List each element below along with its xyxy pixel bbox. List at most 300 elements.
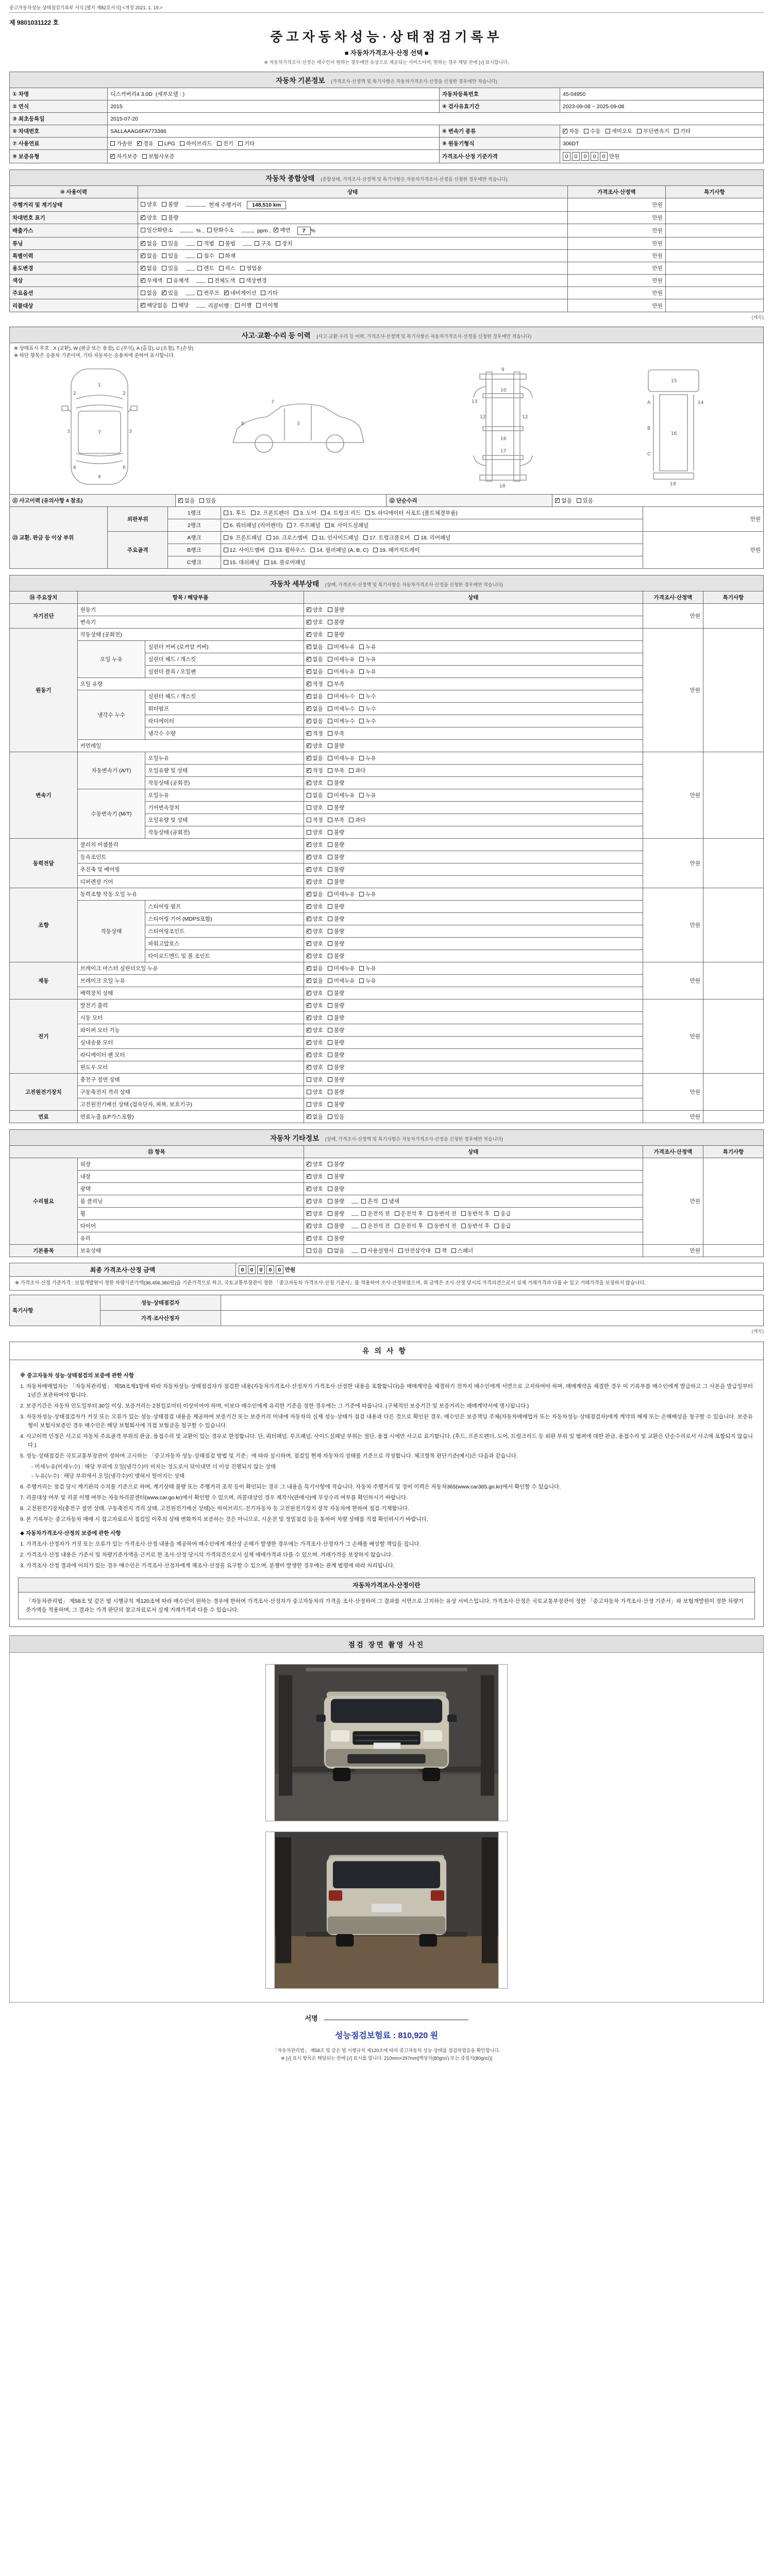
checkbox-box[interactable]: [328, 879, 332, 884]
checkbox-무채색[interactable]: [141, 277, 162, 284]
checkbox-색상변경[interactable]: [240, 277, 267, 284]
checkbox-box[interactable]: [328, 694, 332, 699]
checkbox-양호[interactable]: [307, 606, 323, 614]
checkbox-7. 루프패널[interactable]: [287, 521, 320, 529]
checkbox-box[interactable]: [365, 511, 370, 515]
checkbox-양호[interactable]: [307, 1197, 323, 1205]
blank-field[interactable]: [351, 1223, 359, 1228]
blank-field[interactable]: [351, 1211, 359, 1216]
checkbox-box[interactable]: [142, 154, 147, 159]
checkbox-양호[interactable]: [307, 952, 323, 960]
checkbox-box[interactable]: [251, 511, 256, 515]
checkbox-box[interactable]: [328, 1028, 332, 1032]
checkbox-box[interactable]: [307, 1187, 311, 1191]
checkbox-box[interactable]: [270, 548, 274, 552]
checkbox-수동[interactable]: [584, 127, 600, 135]
checkbox-box[interactable]: [197, 241, 202, 246]
checkbox-box[interactable]: [141, 202, 145, 207]
checkbox-box[interactable]: [359, 978, 364, 983]
blank-field[interactable]: [186, 290, 195, 295]
checkbox-불량[interactable]: [328, 1185, 344, 1193]
checkbox-box[interactable]: [141, 278, 145, 283]
checkbox-box[interactable]: [162, 241, 166, 246]
checkbox-불량[interactable]: [328, 952, 344, 960]
blank-field[interactable]: [351, 1198, 359, 1204]
checkbox-구조[interactable]: [255, 240, 271, 247]
checkbox-box[interactable]: [307, 1028, 311, 1032]
checkbox-box[interactable]: [219, 241, 224, 246]
checkbox-불량[interactable]: [328, 915, 344, 923]
checkbox-불량[interactable]: [328, 779, 344, 787]
checkbox-8. 사이드실패널[interactable]: [325, 521, 369, 529]
checkbox-양호[interactable]: [307, 1026, 323, 1034]
checkbox-양호[interactable]: [307, 631, 323, 638]
checkbox-box[interactable]: [307, 830, 311, 835]
checkbox-box[interactable]: [328, 768, 332, 773]
checkbox-box[interactable]: [294, 511, 298, 515]
blank-field[interactable]: [241, 227, 255, 232]
checkbox-box[interactable]: [328, 1114, 332, 1119]
checkbox-동반석 전[interactable]: [428, 1210, 457, 1217]
checkbox-box[interactable]: [328, 682, 332, 686]
checkbox-네비게이션[interactable]: [224, 289, 257, 297]
checkbox-box[interactable]: [310, 548, 315, 552]
checkbox-box[interactable]: [307, 954, 311, 958]
checkbox-box[interactable]: [307, 842, 311, 847]
checkbox-누수[interactable]: [359, 717, 376, 725]
checkbox-box[interactable]: [321, 511, 326, 515]
checkbox-누수[interactable]: [359, 705, 376, 713]
checkbox-9. 프론트패널[interactable]: [224, 534, 262, 541]
checkbox-과다[interactable]: [349, 767, 365, 774]
checkbox-동반석 후[interactable]: [461, 1222, 490, 1230]
checkbox-box[interactable]: [307, 855, 311, 859]
checkbox-box[interactable]: [266, 535, 271, 540]
checkbox-불량[interactable]: [328, 878, 344, 886]
checkbox-box[interactable]: [328, 991, 332, 995]
checkbox-누유[interactable]: [359, 668, 376, 675]
checkbox-box[interactable]: [255, 241, 259, 246]
checkbox-부족[interactable]: [328, 816, 344, 824]
checkbox-box[interactable]: [178, 498, 183, 503]
checkbox-미세누유[interactable]: [328, 791, 355, 799]
checkbox-box[interactable]: [307, 1102, 311, 1107]
checkbox-box[interactable]: [207, 228, 212, 232]
checkbox-운전석 전[interactable]: [361, 1222, 390, 1230]
checkbox-11. 인사이드패널[interactable]: [312, 534, 359, 541]
checkbox-자가보증[interactable]: [110, 152, 138, 160]
checkbox-box[interactable]: [328, 1102, 332, 1107]
checkbox-있음[interactable]: [162, 264, 178, 272]
checkbox-box[interactable]: [328, 1248, 332, 1253]
checkbox-불량[interactable]: [328, 631, 344, 638]
checkbox-과다[interactable]: [349, 816, 365, 824]
checkbox-미이행[interactable]: [256, 301, 278, 309]
checkbox-양호[interactable]: [307, 866, 323, 873]
checkbox-잭[interactable]: [435, 1247, 447, 1255]
checkbox-box[interactable]: [328, 1211, 332, 1216]
checkbox-양호[interactable]: [307, 915, 323, 923]
checkbox-불량[interactable]: [328, 1222, 344, 1230]
checkbox-box[interactable]: [307, 607, 311, 612]
checkbox-누유[interactable]: [359, 977, 376, 985]
checkbox-box[interactable]: [141, 266, 145, 270]
checkbox-box[interactable]: [328, 1199, 332, 1204]
checkbox-4. 트렁크 리드[interactable]: [321, 509, 361, 517]
checkbox-box[interactable]: [494, 1211, 499, 1216]
checkbox-양호[interactable]: [307, 1222, 323, 1230]
checkbox-box[interactable]: [307, 1211, 311, 1216]
checkbox-18. 리어패널[interactable]: [414, 534, 450, 541]
checkbox-box[interactable]: [307, 892, 311, 896]
checkbox-없음[interactable]: [178, 497, 195, 504]
checkbox-불량[interactable]: [328, 1002, 344, 1009]
checkbox-양호[interactable]: [307, 779, 323, 787]
checkbox-box[interactable]: [307, 781, 311, 785]
checkbox-box[interactable]: [328, 1065, 332, 1070]
checkbox-box[interactable]: [307, 1003, 311, 1008]
checkbox-있음[interactable]: [162, 252, 178, 260]
checkbox-box[interactable]: [328, 756, 332, 760]
checkbox-box[interactable]: [328, 818, 332, 822]
checkbox-box[interactable]: [307, 1224, 311, 1228]
checkbox-box[interactable]: [307, 768, 311, 773]
checkbox-box[interactable]: [328, 842, 332, 847]
checkbox-부족[interactable]: [328, 680, 344, 688]
checkbox-box[interactable]: [307, 1065, 311, 1070]
checkbox-양호[interactable]: [307, 742, 323, 750]
checkbox-미세누유[interactable]: [328, 754, 355, 762]
checkbox-box[interactable]: [307, 978, 311, 983]
checkbox-불량[interactable]: [328, 1234, 344, 1242]
checkbox-box[interactable]: [361, 1248, 366, 1253]
checkbox-box[interactable]: [307, 879, 311, 884]
checkbox-LPG[interactable]: [158, 141, 175, 147]
checkbox-양호[interactable]: [307, 1063, 323, 1071]
checkbox-양호[interactable]: [307, 841, 323, 849]
checkbox-화재[interactable]: [219, 252, 236, 260]
checkbox-box[interactable]: [328, 743, 332, 748]
checkbox-있음[interactable]: [162, 289, 178, 297]
checkbox-box[interactable]: [328, 1162, 332, 1166]
checkbox-없음[interactable]: [307, 964, 323, 972]
checkbox-box[interactable]: [197, 253, 202, 258]
checkbox-box[interactable]: [141, 215, 145, 220]
checkbox-미세누유[interactable]: [328, 964, 355, 972]
checkbox-box[interactable]: [359, 756, 364, 760]
checkbox-box[interactable]: [307, 719, 311, 723]
checkbox-box[interactable]: [307, 694, 311, 699]
checkbox-box[interactable]: [307, 966, 311, 971]
checkbox-box[interactable]: [264, 560, 269, 565]
checkbox-box[interactable]: [395, 1224, 399, 1228]
checkbox-box[interactable]: [162, 202, 166, 207]
checkbox-box[interactable]: [328, 1224, 332, 1228]
checkbox-box[interactable]: [461, 1211, 466, 1216]
checkbox-15. 대쉬패널[interactable]: [224, 558, 260, 566]
checkbox-누유[interactable]: [359, 643, 376, 651]
checkbox-불량[interactable]: [328, 1197, 344, 1205]
checkbox-box[interactable]: [328, 1174, 332, 1179]
checkbox-box[interactable]: [141, 253, 145, 258]
checkbox-box[interactable]: [224, 511, 228, 515]
checkbox-불량[interactable]: [328, 1160, 344, 1168]
checkbox-양호[interactable]: [307, 1173, 323, 1180]
checkbox-없음[interactable]: [307, 668, 323, 675]
checkbox-자동[interactable]: [563, 127, 579, 135]
checkbox-box[interactable]: [307, 1174, 311, 1179]
checkbox-box[interactable]: [287, 523, 292, 528]
checkbox-양호[interactable]: [307, 1234, 323, 1242]
checkbox-box[interactable]: [180, 141, 184, 146]
checkbox-17. 트렁크플로어[interactable]: [363, 534, 410, 541]
checkbox-누유[interactable]: [359, 964, 376, 972]
checkbox-box[interactable]: [240, 266, 245, 270]
blank-field[interactable]: [351, 1248, 359, 1253]
checkbox-box[interactable]: [584, 129, 589, 133]
checkbox-box[interactable]: [256, 303, 261, 308]
blank-field[interactable]: [196, 278, 206, 283]
checkbox-양호[interactable]: [307, 618, 323, 626]
checkbox-box[interactable]: [158, 141, 163, 146]
checkbox-적정[interactable]: [307, 680, 323, 688]
checkbox-불법[interactable]: [219, 240, 236, 247]
checkbox-불량[interactable]: [328, 1210, 344, 1217]
checkbox-불량[interactable]: [328, 927, 344, 935]
checkbox-box[interactable]: [328, 917, 332, 921]
checkbox-box[interactable]: [373, 548, 378, 552]
checkbox-양호[interactable]: [307, 989, 323, 997]
checkbox-무단변속기[interactable]: [637, 127, 669, 135]
checkbox-box[interactable]: [307, 929, 311, 934]
checkbox-불량[interactable]: [328, 1063, 344, 1071]
checkbox-불량[interactable]: [328, 606, 344, 614]
checkbox-불량[interactable]: [162, 214, 178, 222]
checkbox-누수[interactable]: [359, 692, 376, 700]
checkbox-box[interactable]: [328, 1040, 332, 1045]
checkbox-box[interactable]: [172, 303, 177, 308]
checkbox-양호[interactable]: [307, 853, 323, 861]
checkbox-box[interactable]: [328, 1187, 332, 1191]
checkbox-box[interactable]: [224, 548, 228, 552]
checkbox-썬루프[interactable]: [197, 289, 219, 297]
checkbox-box[interactable]: [307, 1077, 311, 1082]
checkbox-응급[interactable]: [494, 1210, 511, 1217]
checkbox-box[interactable]: [414, 535, 419, 540]
checkbox-box[interactable]: [363, 535, 368, 540]
checkbox-탄화수소[interactable]: [207, 226, 234, 234]
checkbox-1. 후드[interactable]: [224, 509, 246, 517]
checkbox-box[interactable]: [217, 141, 222, 146]
checkbox-부족[interactable]: [328, 767, 344, 774]
checkbox-box[interactable]: [494, 1224, 499, 1228]
checkbox-box[interactable]: [328, 1053, 332, 1057]
checkbox-양호[interactable]: [307, 878, 323, 886]
checkbox-box[interactable]: [307, 1162, 311, 1166]
checkbox-box[interactable]: [359, 645, 364, 649]
checkbox-19. 패키지트레이[interactable]: [373, 546, 419, 554]
checkbox-box[interactable]: [325, 523, 330, 528]
checkbox-box[interactable]: [307, 1114, 311, 1119]
checkbox-box[interactable]: [328, 632, 332, 637]
checkbox-box[interactable]: [307, 793, 311, 798]
checkbox-box[interactable]: [307, 991, 311, 995]
checkbox-부족[interactable]: [328, 730, 344, 737]
checkbox-box[interactable]: [361, 1211, 366, 1216]
checkbox-box[interactable]: [307, 867, 311, 872]
checkbox-불량[interactable]: [328, 1173, 344, 1180]
checkbox-box[interactable]: [428, 1211, 432, 1216]
checkbox-box[interactable]: [307, 706, 311, 711]
checkbox-경유[interactable]: [137, 140, 154, 147]
checkbox-양호[interactable]: [141, 200, 157, 208]
checkbox-미세누유[interactable]: [328, 668, 355, 675]
checkbox-box[interactable]: [224, 291, 229, 295]
checkbox-box[interactable]: [328, 941, 332, 946]
checkbox-양호[interactable]: [307, 828, 323, 836]
checkbox-box[interactable]: [110, 141, 115, 146]
checkbox-box[interactable]: [235, 303, 240, 308]
checkbox-box[interactable]: [224, 535, 228, 540]
checkbox-box[interactable]: [240, 278, 244, 283]
checkbox-양호[interactable]: [141, 214, 157, 222]
checkbox-box[interactable]: [110, 154, 115, 159]
checkbox-box[interactable]: [219, 266, 224, 270]
checkbox-box[interactable]: [359, 719, 364, 723]
checkbox-없음[interactable]: [307, 1113, 323, 1121]
checkbox-불량[interactable]: [162, 200, 178, 208]
checkbox-box[interactable]: [328, 645, 332, 649]
checkbox-양호[interactable]: [307, 1160, 323, 1168]
checkbox-box[interactable]: [141, 228, 145, 232]
checkbox-양호[interactable]: [307, 927, 323, 935]
blank-field[interactable]: [180, 227, 193, 232]
checkbox-누유[interactable]: [359, 754, 376, 762]
checkbox-미세누수[interactable]: [328, 705, 355, 713]
checkbox-불량[interactable]: [328, 804, 344, 811]
checkbox-불량[interactable]: [328, 1026, 344, 1034]
checkbox-누유[interactable]: [359, 791, 376, 799]
checkbox-box[interactable]: [461, 1224, 466, 1228]
checkbox-box[interactable]: [398, 1248, 403, 1253]
checkbox-운전석 후[interactable]: [395, 1222, 424, 1230]
blank-field[interactable]: [186, 241, 195, 246]
checkbox-이행[interactable]: [235, 301, 251, 309]
checkbox-미세누유[interactable]: [328, 977, 355, 985]
checkbox-2. 프론트펜더[interactable]: [251, 509, 289, 517]
checkbox-운전석 후[interactable]: [395, 1210, 424, 1217]
checkbox-양호[interactable]: [307, 1039, 323, 1046]
checkbox-box[interactable]: [328, 855, 332, 859]
checkbox-box[interactable]: [328, 669, 332, 674]
checkbox-box[interactable]: [307, 682, 311, 686]
blank-field[interactable]: [186, 253, 195, 258]
checkbox-box[interactable]: [328, 657, 332, 662]
checkbox-양호[interactable]: [307, 940, 323, 947]
checkbox-box[interactable]: [359, 669, 364, 674]
checkbox-box[interactable]: [307, 743, 311, 748]
checkbox-사용설명서[interactable]: [361, 1247, 394, 1255]
checkbox-일산화탄소[interactable]: [141, 226, 173, 234]
checkbox-양호[interactable]: [307, 1014, 323, 1022]
checkbox-box[interactable]: [199, 498, 204, 503]
checkbox-box[interactable]: [197, 291, 202, 295]
checkbox-box[interactable]: [224, 523, 228, 528]
checkbox-box[interactable]: [435, 1248, 440, 1253]
checkbox-box[interactable]: [307, 669, 311, 674]
checkbox-있음[interactable]: [577, 497, 593, 504]
checkbox-없음[interactable]: [307, 977, 323, 985]
checkbox-box[interactable]: [359, 793, 364, 798]
checkbox-box[interactable]: [361, 1224, 366, 1228]
checkbox-box[interactable]: [328, 929, 332, 934]
checkbox-box[interactable]: [307, 620, 311, 624]
checkbox-양호[interactable]: [307, 903, 323, 910]
checkbox-13. 휠하우스[interactable]: [270, 546, 306, 554]
blank-field[interactable]: [186, 201, 206, 207]
checkbox-유채색[interactable]: [167, 277, 189, 284]
checkbox-없음[interactable]: [307, 705, 323, 713]
checkbox-box[interactable]: [162, 266, 166, 270]
checkbox-없음[interactable]: [307, 791, 323, 799]
checkbox-불량[interactable]: [328, 1014, 344, 1022]
checkbox-box[interactable]: [428, 1224, 432, 1228]
checkbox-렌트[interactable]: [197, 264, 214, 272]
checkbox-5. 라디에이터 서포트 (볼트체결부품)[interactable]: [365, 509, 458, 517]
checkbox-양호[interactable]: [307, 1076, 323, 1083]
checkbox-전기[interactable]: [217, 140, 233, 147]
checkbox-냄새[interactable]: [382, 1197, 399, 1205]
checkbox-가솔린[interactable]: [110, 140, 132, 147]
checkbox-해당없음[interactable]: [141, 301, 168, 309]
checkbox-있음[interactable]: [162, 240, 178, 247]
checkbox-없음[interactable]: [307, 655, 323, 663]
checkbox-양호[interactable]: [307, 1088, 323, 1096]
checkbox-box[interactable]: [261, 291, 265, 295]
checkbox-적정[interactable]: [307, 816, 323, 824]
checkbox-없음[interactable]: [307, 692, 323, 700]
checkbox-box[interactable]: [307, 645, 311, 649]
checkbox-box[interactable]: [307, 657, 311, 662]
checkbox-box[interactable]: [563, 129, 567, 133]
checkbox-기타[interactable]: [261, 289, 277, 297]
checkbox-안전삼각대[interactable]: [398, 1247, 431, 1255]
checkbox-불량[interactable]: [328, 742, 344, 750]
checkbox-불량[interactable]: [328, 866, 344, 873]
checkbox-16. 플로어패널[interactable]: [264, 558, 306, 566]
checkbox-있음[interactable]: [307, 1247, 323, 1255]
checkbox-box[interactable]: [307, 1053, 311, 1057]
checkbox-box[interactable]: [349, 818, 354, 822]
checkbox-3. 도어[interactable]: [294, 509, 316, 517]
checkbox-box[interactable]: [141, 303, 145, 308]
checkbox-box[interactable]: [208, 278, 213, 283]
checkbox-box[interactable]: [359, 657, 364, 662]
checkbox-box[interactable]: [328, 719, 332, 723]
checkbox-box[interactable]: [137, 141, 142, 146]
checkbox-불량[interactable]: [328, 828, 344, 836]
checkbox-box[interactable]: [307, 1090, 311, 1094]
checkbox-box[interactable]: [307, 917, 311, 921]
checkbox-동반석 후[interactable]: [461, 1210, 490, 1217]
checkbox-10. 크로스멤버[interactable]: [266, 534, 308, 541]
checkbox-box[interactable]: [606, 129, 610, 133]
checkbox-box[interactable]: [307, 805, 311, 810]
checkbox-있음[interactable]: [328, 1113, 344, 1121]
checkbox-양호[interactable]: [307, 1210, 323, 1217]
checkbox-불량[interactable]: [328, 989, 344, 997]
checkbox-없음[interactable]: [307, 717, 323, 725]
